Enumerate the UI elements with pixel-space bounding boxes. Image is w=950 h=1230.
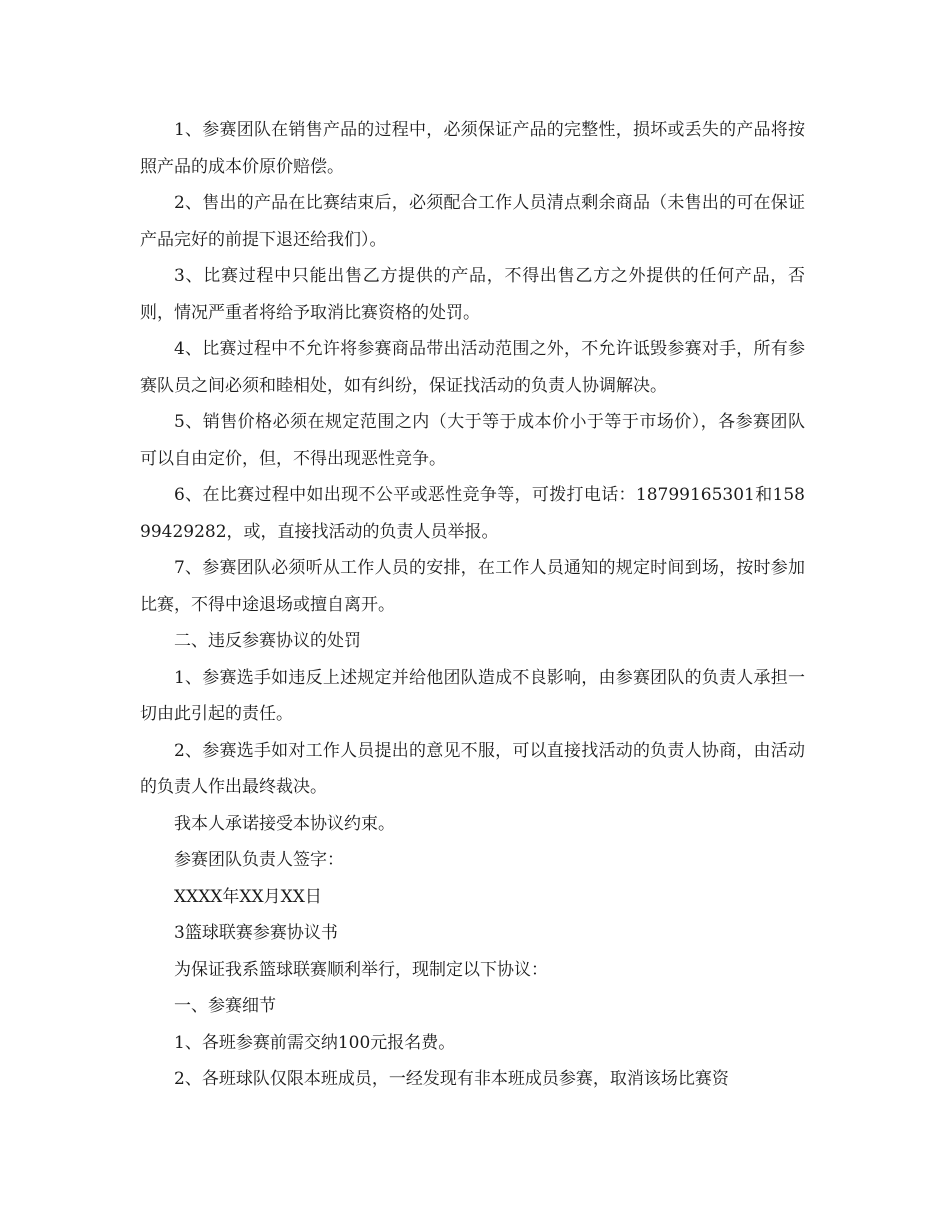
paragraph-rule-4: 4、比赛过程中不允许将参赛商品带出活动范围之外，不允许诋毁参赛对手，所有参赛队员之间必须和睦相处，如有纠纷，保证找活动的负责人协调解决。 <box>140 339 805 396</box>
paragraph-penalty-2: 2、参赛选手如对工作人员提出的意见不服，可以直接找活动的负责人协商，由活动的负责人作出最终裁决。 <box>140 740 805 797</box>
paragraph-rule-5: 5、销售价格必须在规定范围之内（大于等于成本价小于等于市场价），各参赛团队可以自由定价，但，不得出现恶性竞争。 <box>140 412 805 469</box>
paragraph-date-line: XXXX年XX月XX日 <box>174 886 322 907</box>
paragraph-commitment: 我本人承诺接受本协议约束。 <box>174 813 395 834</box>
document-subtitle: 3篮球联赛参赛协议书 <box>174 923 338 943</box>
paragraph-rule-1: 1、参赛团队在销售产品的过程中，必须保证产品的完整性，损坏或丢失的产品将按照产品的成本价原价赔偿。 <box>140 120 805 177</box>
paragraph-rule-6: 6、在比赛过程中如出现不公平或恶性竞争等，可拨打电话：18799165301和15899429282，或，直接找活动的负责人员举报。 <box>140 485 805 542</box>
paragraph-rule-2: 2、售出的产品在比赛结束后，必须配合工作人员清点剩余商品（未售出的可在保证产品完好的前提下退还给我们）。 <box>140 193 805 250</box>
paragraph-signature-line: 参赛团队负责人签字： <box>174 850 344 870</box>
paragraph-detail-1: 1、各班参赛前需交纳100元报名费。 <box>174 1032 456 1053</box>
paragraph-penalty-1: 1、参赛选手如违反上述规定并给他团队造成不良影响，由参赛团队的负责人承担一切由此引起的责任。 <box>140 667 805 724</box>
paragraph-rule-3: 3、比赛过程中只能出售乙方提供的产品，不得出售乙方之外提供的任何产品，否则，情况严重者将给予取消比赛资格的处罚。 <box>140 266 805 323</box>
document-body <box>140 112 805 1098</box>
section-heading-details: 一、参赛细节 <box>174 996 276 1016</box>
paragraph-intro: 为保证我系篮球联赛顺利举行，现制定以下协议： <box>174 959 548 980</box>
paragraph-detail-2: 2、各班球队仅限本班成员，一经发现有非本班成员参赛，取消该场比赛资 <box>174 1069 729 1089</box>
paragraph-rule-7: 7、参赛团队必须听从工作人员的安排，在工作人员通知的规定时间到场，按时参加比赛，不得中途退场或擅自离开。 <box>140 558 805 615</box>
section-heading-penalties: 二、违反参赛协议的处罚 <box>174 631 361 651</box>
